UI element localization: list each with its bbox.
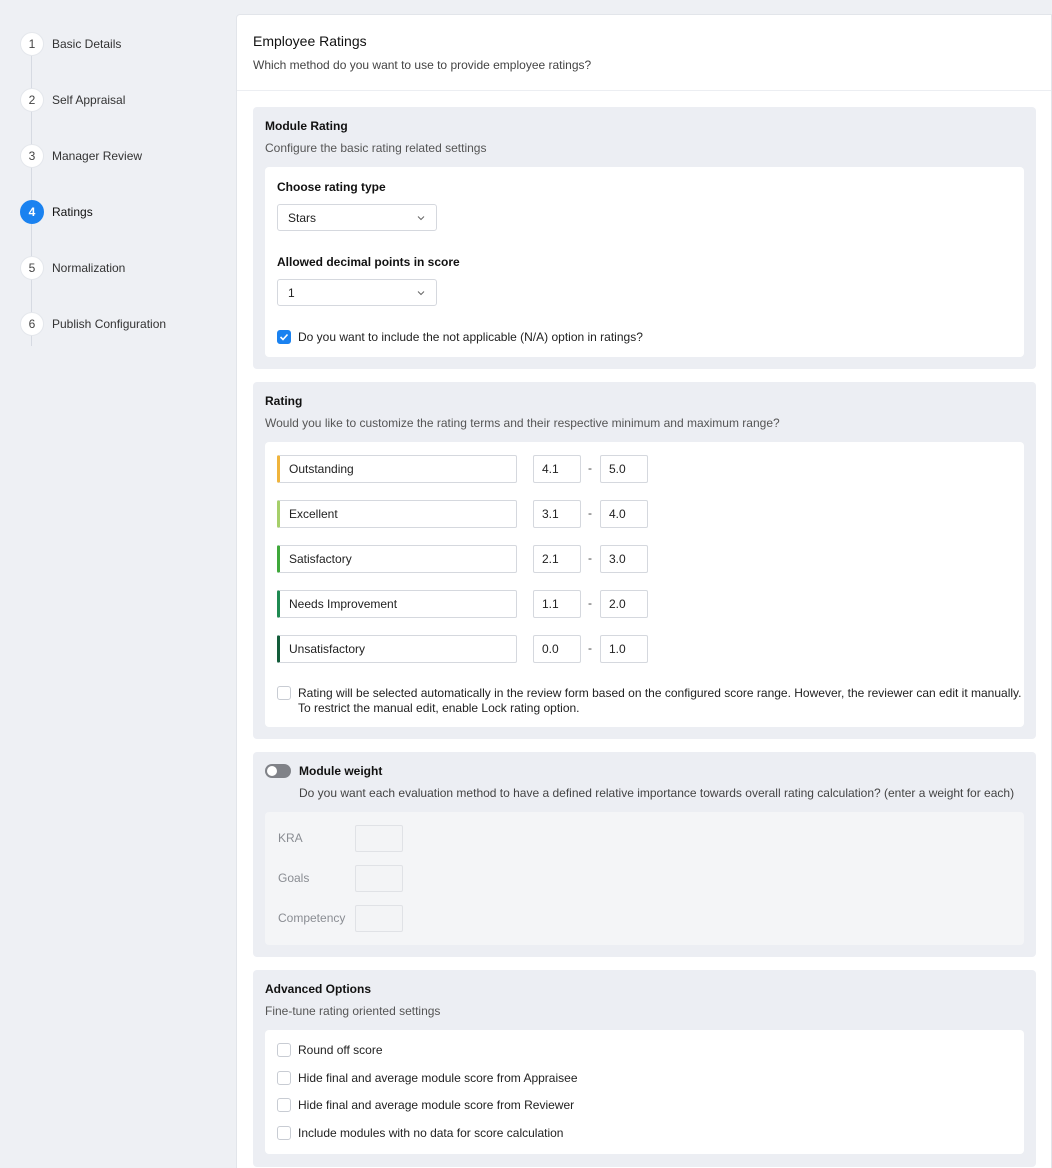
rating-max-input[interactable]: 4.0 [600, 500, 648, 528]
step-number: 4 [20, 200, 44, 224]
section-description: Fine-tune rating oriented settings [265, 1004, 441, 1018]
step-label: Normalization [52, 261, 126, 275]
lock-rating-note-line1: Rating will be selected automatically in the review form based on the configured score range. However, the reviewer can edit it manually. [298, 686, 1022, 700]
rating-term-row [277, 455, 677, 483]
weight-label-competency: Competency [278, 911, 346, 925]
range-separator: - [588, 461, 592, 475]
module-rating-card [265, 167, 1024, 357]
toggle-knob [267, 766, 277, 776]
na-option-checkbox[interactable] [277, 330, 291, 344]
rating-min-input[interactable]: 4.1 [533, 455, 581, 483]
step-ratings[interactable] [20, 200, 93, 224]
range-separator: - [588, 596, 592, 610]
decimal-points-label: Allowed decimal points in score [277, 255, 460, 269]
rating-min-input[interactable]: 2.1 [533, 545, 581, 573]
step-number: 6 [20, 312, 44, 336]
rating-term-name-input[interactable]: Outstanding [277, 455, 517, 483]
lock-rating-row[interactable] [277, 686, 1021, 716]
module-rating-section [253, 107, 1036, 369]
module-weight-section [253, 752, 1036, 957]
include-no-data-checkbox[interactable] [277, 1126, 291, 1140]
check-icon [279, 332, 289, 342]
option-hide-from-reviewer[interactable] [277, 1098, 574, 1113]
rating-max-input[interactable]: 2.0 [600, 590, 648, 618]
main-panel [236, 14, 1052, 1168]
rating-term-row [277, 635, 677, 663]
weight-label-kra: KRA [278, 831, 303, 845]
step-label: Self Appraisal [52, 93, 126, 107]
rating-min-input[interactable]: 0.0 [533, 635, 581, 663]
rating-terms-card [265, 442, 1024, 727]
range-separator: - [588, 641, 592, 655]
section-description: Do you want each evaluation method to have a defined relative importance towards overall rating calculation? (enter a weight for each) [299, 786, 1015, 800]
step-number: 5 [20, 256, 44, 280]
weight-input-competency[interactable] [355, 905, 403, 932]
option-include-no-data[interactable] [277, 1126, 563, 1141]
module-weight-card [265, 812, 1024, 945]
page-subtitle: Which method do you want to use to provide employee ratings? [253, 58, 592, 72]
rating-term-name-input[interactable]: Unsatisfactory [277, 635, 517, 663]
chevron-down-icon [416, 213, 426, 223]
step-basic-details[interactable] [20, 32, 121, 56]
option-round-off[interactable] [277, 1043, 383, 1058]
section-description: Would you like to customize the rating terms and their respective minimum and maximum range? [265, 416, 780, 430]
rating-max-input[interactable]: 1.0 [600, 635, 648, 663]
rating-section [253, 382, 1036, 739]
lock-rating-checkbox[interactable] [277, 686, 291, 700]
section-description: Configure the basic rating related settings [265, 141, 487, 155]
section-title: Module weight [299, 764, 383, 778]
rating-term-name-input[interactable]: Needs Improvement [277, 590, 517, 618]
step-self-appraisal[interactable] [20, 88, 125, 112]
decimal-points-value: 1 [288, 285, 295, 300]
weight-input-kra[interactable] [355, 825, 403, 852]
rating-term-row [277, 500, 677, 528]
lock-rating-note-line2: To restrict the manual edit, enable Lock rating option. [298, 701, 580, 715]
rating-min-input[interactable]: 3.1 [533, 500, 581, 528]
na-option-row[interactable] [277, 330, 643, 345]
step-publish-configuration[interactable] [20, 312, 166, 336]
hide-appraisee-checkbox[interactable] [277, 1071, 291, 1085]
decimal-points-select[interactable] [277, 279, 437, 306]
section-title: Advanced Options [265, 982, 372, 996]
page-title: Employee Ratings [253, 33, 367, 49]
weight-label-goals: Goals [278, 871, 310, 885]
option-label: Hide final and average module score from Reviewer [298, 1098, 575, 1112]
round-off-checkbox[interactable] [277, 1043, 291, 1057]
step-normalization[interactable] [20, 256, 125, 280]
option-label: Include modules with no data for score calculation [298, 1126, 564, 1140]
option-hide-from-appraisee[interactable] [277, 1071, 578, 1086]
chevron-down-icon [416, 288, 426, 298]
rating-term-name-input[interactable]: Excellent [277, 500, 517, 528]
na-option-label: Do you want to include the not applicable (N/A) option in ratings? [298, 330, 643, 344]
hide-reviewer-checkbox[interactable] [277, 1098, 291, 1112]
rating-max-input[interactable]: 5.0 [600, 455, 648, 483]
section-title: Rating [265, 394, 303, 408]
rating-type-label: Choose rating type [277, 180, 386, 194]
step-label: Basic Details [52, 37, 122, 51]
module-weight-toggle[interactable] [265, 764, 291, 778]
step-number: 1 [20, 32, 44, 56]
rating-type-select[interactable] [277, 204, 437, 231]
weight-input-goals[interactable] [355, 865, 403, 892]
step-number: 2 [20, 88, 44, 112]
range-separator: - [588, 551, 592, 565]
panel-header [237, 15, 1051, 91]
range-separator: - [588, 506, 592, 520]
step-label: Publish Configuration [52, 317, 167, 331]
option-label: Round off score [298, 1043, 383, 1057]
step-manager-review[interactable] [20, 144, 142, 168]
section-title: Module Rating [265, 119, 348, 133]
rating-term-row [277, 590, 677, 618]
rating-type-value: Stars [288, 210, 317, 225]
advanced-options-card [265, 1030, 1024, 1154]
step-label: Ratings [52, 205, 93, 219]
rating-term-row [277, 545, 677, 573]
rating-term-name-input[interactable]: Satisfactory [277, 545, 517, 573]
rating-max-input[interactable]: 3.0 [600, 545, 648, 573]
lock-rating-note [298, 686, 1021, 716]
rating-min-input[interactable]: 1.1 [533, 590, 581, 618]
option-label: Hide final and average module score from Appraisee [298, 1071, 578, 1085]
step-number: 3 [20, 144, 44, 168]
step-label: Manager Review [52, 149, 143, 163]
advanced-options-section [253, 970, 1036, 1167]
